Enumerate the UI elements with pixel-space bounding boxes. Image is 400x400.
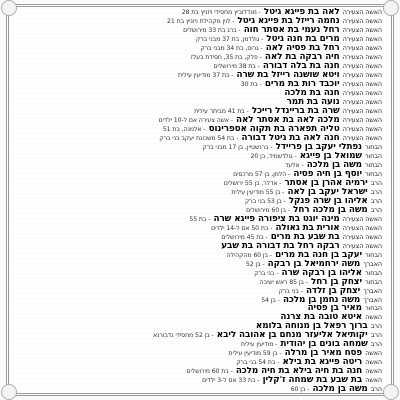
list-item-name: רחל בת פסיה לאה (265, 43, 340, 53)
list-item-note: - בן 55 מודיעין עילית (231, 188, 285, 196)
list-item-note: - אלעד (285, 161, 304, 169)
list-item-name: נחמה רייזל בת פייגא גיטל (237, 16, 340, 26)
list-item-name: בת שבע בת מרים (270, 232, 340, 242)
list-item (18, 53, 382, 62)
corner-ornament (383, 0, 399, 16)
list-item (18, 296, 382, 305)
list-item (18, 161, 382, 170)
list-item-title: האשה הצעירה (342, 115, 382, 124)
list-item-title: האשה הצעירה (342, 106, 382, 115)
list-item-title: האשה הצעירה (342, 232, 382, 241)
list-item (18, 152, 382, 161)
list-item-note: - מנדלוביץ מחסידי ויזניץ בת 28 (181, 9, 261, 16)
list-item-note: - בת 55 (189, 215, 211, 223)
list-item (18, 44, 382, 53)
list-item-note: - בן 60 (290, 386, 310, 394)
list-item-note: - בת 33 אם ל-3 ילדים (202, 377, 260, 385)
list-item-note: - בת 60 מירושלים (186, 368, 233, 376)
list-item (18, 304, 382, 313)
list-item-title: הרב (370, 322, 382, 331)
list-item-title: הרב (370, 385, 382, 394)
list-item-name: חנה בת מלכה (284, 88, 340, 98)
list-item-name: שרה בת בריינדל רייכל (251, 106, 340, 116)
list-item-title: האשה הצעירה (342, 43, 382, 52)
list-item-name: אליהו בן שרה פנקל (288, 196, 368, 206)
names-list (18, 8, 382, 394)
list-item (18, 349, 382, 358)
list-item-note: - הלמן, בן 57 מרכסים (233, 170, 291, 178)
corner-ornament (383, 384, 399, 400)
list-item-name: יצחק בן רחל (311, 277, 362, 287)
list-item-title: הבחור (365, 151, 382, 160)
list-item-note: - בן 85 ראש ישיבה (259, 278, 308, 286)
list-item (18, 287, 382, 296)
list-item-title: האשה הצעירה (342, 241, 382, 250)
list-item-note: - אדלר, בן 55 ירושלים (223, 179, 282, 187)
list-item (18, 116, 382, 125)
list-item-title: הבחור (365, 304, 382, 313)
list-item (18, 62, 382, 71)
list-item-name: נועה בת תמר (286, 97, 340, 107)
list-item-note: - אשה צעירה אם ל-10 ילדים (158, 116, 233, 124)
list-item-note: - בת 54 בני ברק (236, 359, 280, 367)
list-item-name: יוסף בן חיה פסיה (293, 169, 362, 179)
list-item-name: טליה תפארה בת תקוה אספרינוס (208, 124, 340, 134)
list-item-title: האשה הצעירה (342, 34, 382, 43)
list-item-note: - בת 54 משכונת יעקב בני ברק (159, 134, 239, 142)
list-item-name: רחל נעמי בת אסתר חוה (243, 25, 340, 35)
list-item-title: הבחור (365, 142, 382, 151)
list-item-note: - פלק, בת 35, חסידת בעלז (190, 53, 262, 61)
list-item-title: הבחור (365, 169, 382, 178)
list-item (18, 269, 382, 278)
list-item (18, 179, 382, 188)
list-item (18, 206, 382, 215)
list-item-name: בת שבע בת שמחה ז'קלין (262, 376, 363, 386)
list-item-title: האשה הצעירה (342, 25, 382, 34)
list-item-title: האשה הצעירה (342, 52, 382, 61)
list-item-note: - בת 37 מודיעין עילית (178, 71, 234, 79)
corner-ornament (1, 384, 17, 400)
list-item-title: האשה הצעירה (342, 61, 382, 70)
list-item-title: הרב (370, 340, 382, 349)
list-item-name: נפתלי יעקב בן פריידל (275, 142, 362, 152)
list-item-title: האשה הצעירה (342, 97, 382, 106)
list-item-name: משה בן מלכה (312, 385, 368, 395)
list-item-title: האברך (363, 286, 382, 295)
list-item-name: לאה בת פייגא גיטל (263, 8, 340, 17)
list-item-note: - בת 38 מירושלים (213, 62, 260, 70)
list-item-name: חנה בת בלה דבורה (262, 61, 340, 71)
list-item-note: - ברג בת 33 מירושלים (183, 26, 241, 34)
list-item (18, 331, 382, 340)
list-item-name: איטא טובה בת צרנה (280, 313, 363, 323)
list-item-name: יצחק בן זלדה (305, 286, 361, 296)
list-item-name: משה בן מלכה (306, 160, 362, 170)
list-item (18, 35, 382, 44)
list-item (18, 89, 382, 98)
list-item-title: האשה (365, 358, 382, 367)
list-item (18, 278, 382, 287)
list-item-note: - בת 50 אם ל-14 ילדים (211, 224, 273, 232)
list-item-note: - גרוס, בת 34 מבני ברק (200, 44, 263, 52)
list-item (18, 322, 382, 331)
list-item (18, 260, 382, 269)
list-item-name: יעקב בן חנה בת מרים (275, 250, 362, 260)
list-item-note: - בן 54 (261, 296, 280, 304)
list-item-note: - בן 59 מודיעין עילית (228, 350, 282, 358)
list-item-name: חיה רבקה בת לאה (264, 52, 340, 62)
list-item-title: הרב (370, 187, 382, 196)
list-item-title: הבחור (365, 250, 382, 259)
list-item (18, 98, 382, 107)
list-item-title: הרב (370, 331, 382, 340)
list-item-title: האשה (365, 349, 382, 358)
list-item-name: חנה בת חיה בילא בת חיה מלכה (235, 367, 363, 377)
list-item-name: יקותיאל אליעזר מנחם בן אהובה ליבא (216, 331, 368, 341)
list-item-title: האשה הצעירה (342, 223, 382, 232)
list-item (18, 385, 382, 394)
list-item-title: האשה (365, 376, 382, 385)
list-item-name: אליהו בן רבקה שרה (281, 268, 362, 278)
list-item-title: האשה הצעירה (342, 8, 382, 16)
corner-ornament (1, 0, 17, 16)
list-item-note: - בני ברק (254, 269, 279, 277)
list-item (18, 80, 382, 89)
list-item-name: רבקה רחל בת דבורה בת שבע (221, 241, 340, 251)
list-item-title: הבחור (365, 268, 382, 277)
list-item-note: - בת 30 (240, 80, 262, 88)
list-item-note: - בן 60 מירושלים (246, 206, 290, 214)
list-item-title: הרב (370, 178, 382, 187)
list-item-name: ויטא שושנה רייזל בת שרה (236, 70, 340, 80)
list-item (18, 26, 382, 35)
list-item-name: חנה לאה בת גיטל דבורה (241, 133, 340, 143)
list-item-name: מאיר בן פסיה (307, 304, 362, 314)
list-item-title: האשה הצעירה (342, 79, 382, 88)
list-item (18, 170, 382, 179)
list-item-note: - בני ברק (278, 287, 303, 295)
list-item-note: - לוין מקהילת ויזניץ בת 21 (167, 17, 235, 25)
list-item (18, 197, 382, 206)
list-item-title: האשה הצעירה (342, 124, 382, 133)
list-item-name: אורית בת גאולה (275, 223, 340, 233)
list-item (18, 376, 382, 385)
list-item-note: - בת 41 מביתר עילית (194, 107, 249, 115)
list-item (18, 367, 382, 376)
list-item (18, 134, 382, 143)
list-item-title: האשה (365, 313, 382, 322)
list-item-note: - בן 53 בני ברק (245, 197, 286, 205)
list-item-note: - בן 52 (245, 260, 265, 268)
list-item-title: האשה הצעירה (342, 70, 382, 79)
list-item-note: - בן 60 מהקהילה (226, 251, 272, 259)
list-item-name: משה ירחמיאל בן רבקה (267, 259, 361, 269)
list-item-name: ירמיה אהרן בן אסתר (284, 178, 368, 188)
list-item (18, 242, 382, 251)
list-item (18, 215, 382, 224)
list-item-name: ריטה פייגא בת בילא (282, 358, 363, 368)
list-item (18, 358, 382, 367)
list-item-note: - גולדמן, בת 37 מבני ברק (195, 35, 264, 43)
list-item (18, 143, 382, 152)
list-item-name: שמואל בן פייגא (299, 151, 362, 161)
list-item-name: משה בן מלכה רחל (293, 205, 368, 215)
list-item-name: מינה יוגט בת ציפורה פייגא שרה (213, 214, 340, 224)
list-item-title: האברך (363, 295, 382, 304)
list-item-note: - אלמנה, בת 51 (162, 125, 206, 133)
list-item (18, 188, 382, 197)
list-item-name: שמחה בונים בן יהודית (280, 340, 368, 350)
list-item-note: - גולדשמיד, בן 20 (250, 152, 297, 160)
list-item-name: ישראל יעקב בן לאה (287, 187, 368, 197)
list-item-note: - בת 45 מירושלים (221, 233, 268, 241)
list-item (18, 8, 382, 17)
list-item-title: הבחור (365, 160, 382, 169)
list-item-name: משה נחמן בן מלכה (282, 295, 361, 305)
list-item-title: האשה הצעירה (342, 133, 382, 142)
list-item-title: האשה הצעירה (342, 16, 382, 25)
list-item-note: - מודיעין עילית (240, 341, 278, 349)
list-item-title: הרב (370, 205, 382, 214)
list-item-title: הרב (370, 196, 382, 205)
list-item (18, 233, 382, 242)
list-item-title: האשה (365, 367, 382, 376)
list-item-name: פסח מאיר בן מרלה (284, 349, 363, 359)
list-item-name: יוכבד רות בת מרים (264, 79, 340, 89)
list-item-note: - ברנשטיין, בן 17 מבני ברק (202, 143, 273, 151)
list-item-note: - בן 52 מחסידי נדבורנא (152, 332, 214, 340)
list-item-title: האשה הצעירה (342, 88, 382, 97)
list-item-name: מלכה לאה בת אסתר לאה (236, 115, 340, 125)
list-item-title: האשה הצעירה (342, 214, 382, 223)
list-item (18, 224, 382, 233)
list-item (18, 251, 382, 260)
list-item (18, 107, 382, 116)
list-item (18, 17, 382, 26)
list-item-name: מרים בת חנה גיטל (266, 34, 340, 44)
list-item-title: האברך (363, 259, 382, 268)
list-item (18, 71, 382, 80)
list-item (18, 125, 382, 134)
list-item (18, 313, 382, 322)
list-item-name: ברוך רפאל בן מנוחה בלומא (255, 322, 368, 332)
list-item-title: הבחור (365, 277, 382, 286)
list-item (18, 340, 382, 349)
